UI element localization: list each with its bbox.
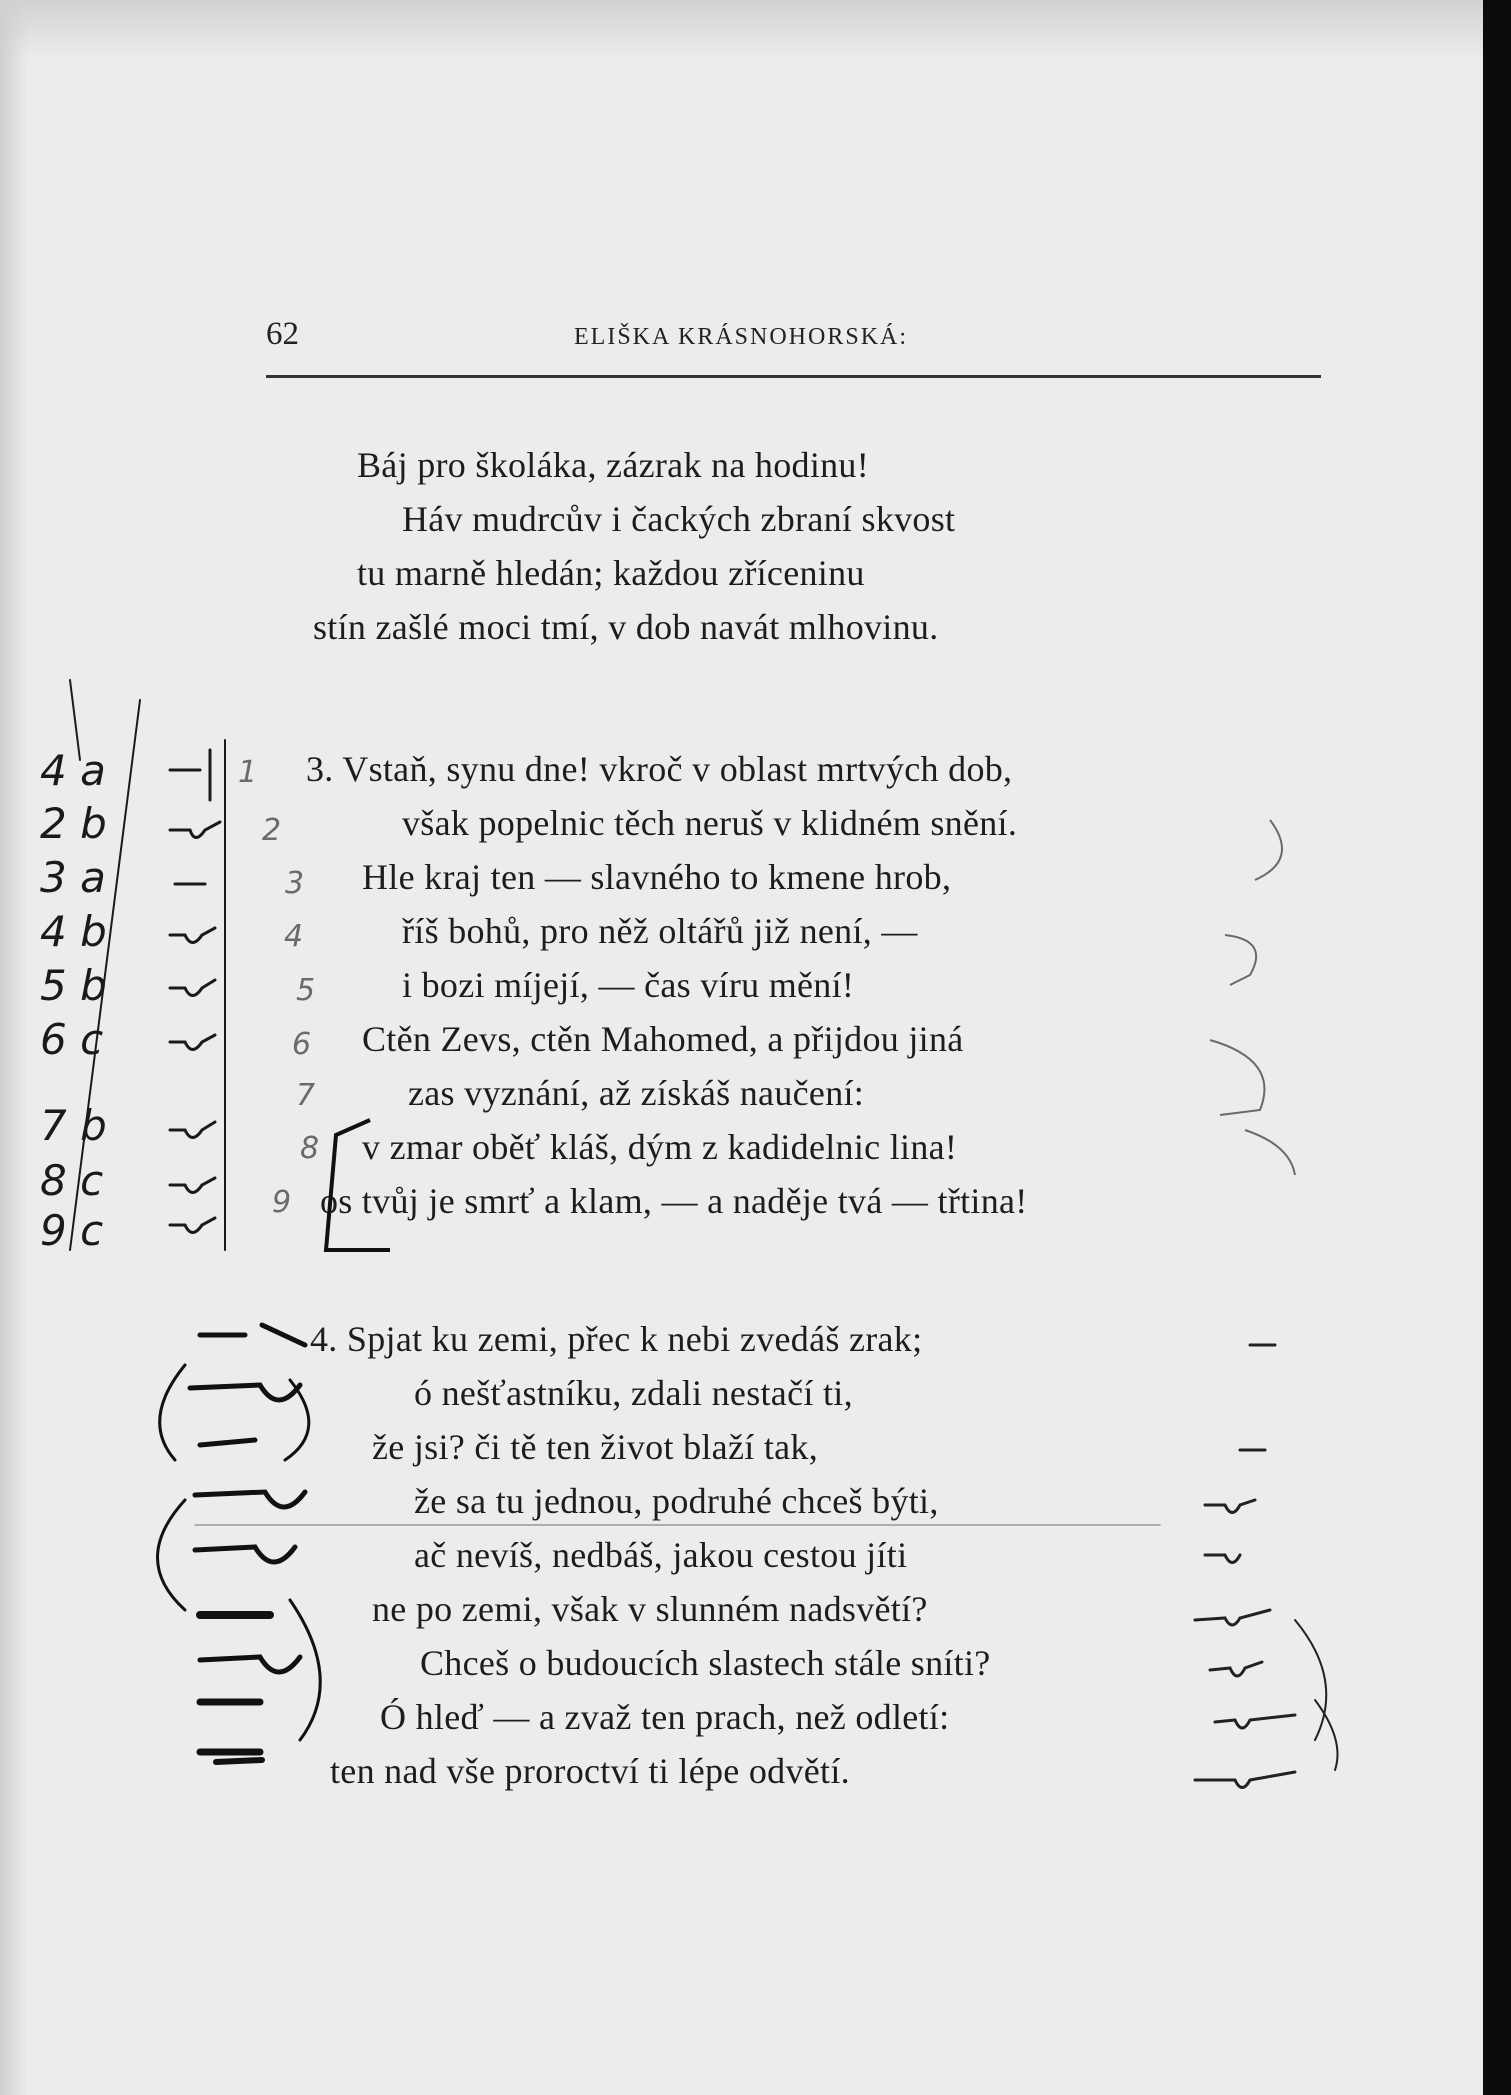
poem-line: ten nad vše proroctví ti lépe odvětí. (330, 1751, 850, 1791)
poem-line: ne po zemi, však v slunném nadsvětí? (372, 1589, 928, 1629)
stanza-number: 3. (306, 749, 334, 789)
svg-text:3: 3 (285, 866, 305, 901)
svg-text:4: 4 (284, 919, 304, 954)
margin-letter: 6 c (40, 1015, 104, 1064)
svg-text:2: 2 (262, 813, 282, 848)
poem-line: zas vyznání, až získáš naučení: (408, 1073, 865, 1113)
svg-text:9: 9 (272, 1185, 292, 1220)
poem-line: Báj pro školáka, zázrak na hodinu! (357, 445, 870, 485)
poem-line: že sa tu jednou, podruhé chceš býti, (414, 1481, 939, 1521)
scan-black-border (1483, 0, 1511, 2095)
page-header (266, 316, 1321, 356)
meter-marks-stanza-3 (70, 680, 225, 1250)
right-meter-marks-stanza-4 (1195, 1345, 1338, 1788)
right-margin-curves (1210, 820, 1295, 1175)
poem-line: Ó hleď — a zvaž ten prach, než odletí: (380, 1697, 950, 1737)
margin-letter: 2 b (40, 799, 107, 848)
margin-letter: 5 b (40, 961, 107, 1010)
poem-line: Hle kraj ten — slavného to kmene hrob, (362, 857, 952, 897)
poem-line-text: Vstaň, synu dne! vkroč v oblast mrtvých dob, (342, 749, 1013, 789)
scan-shadow-top (0, 0, 1511, 60)
margin-letter: 8 c (40, 1156, 104, 1205)
poem-line: ač nevíš, nedbáš, jakou cestou jíti (414, 1535, 908, 1575)
svg-text:7: 7 (296, 1078, 316, 1113)
poem-line: ó nešťastníku, zdali nestačí ti, (414, 1373, 853, 1413)
poem-line: Háv mudrcův i čackých zbraní skvost (402, 499, 956, 539)
poem-line: však popelnic těch neruš v klidném snění. (402, 803, 1018, 843)
svg-text:6: 6 (292, 1027, 312, 1062)
poem-line (306, 748, 1012, 790)
poem-line: tu marně hledán; každou zříceninu (357, 553, 865, 593)
poem-line: i bozi míjejí, — čas víru mění! (402, 965, 855, 1005)
header-rule (266, 375, 1321, 378)
poem-line: stín zašlé moci tmí, v dob navát mlhovinu. (313, 607, 939, 647)
poem-line: v zmar oběť kláš, dým z kadidelnic lina! (362, 1127, 958, 1167)
poem-line: os tvůj je smrť a klam, — a naděje tvá — třtina! (320, 1181, 1028, 1221)
poem-line: Ctěn Zevs, ctěn Mahomed, a přijdou jiná (362, 1019, 964, 1059)
margin-letter: 4 b (40, 907, 107, 956)
pencil-numerals (238, 755, 319, 1220)
margin-letter-column (40, 746, 107, 1255)
svg-text:8: 8 (300, 1131, 320, 1166)
page-number: 62 (266, 316, 299, 352)
poem-line: že jsi? či tě ten život blaží tak, (372, 1427, 819, 1467)
svg-text:1: 1 (238, 755, 258, 790)
margin-letter: 3 a (40, 853, 106, 902)
scan-shadow-left (0, 0, 28, 2095)
poem-line-text: Spjat ku zemi, přec k nebi zvedáš zrak; (346, 1319, 923, 1359)
poem-line: říš bohů, pro něž oltářů již není, — (402, 911, 918, 951)
stanza-number: 4. (310, 1319, 338, 1359)
poem-line (310, 1318, 922, 1360)
margin-letter: 4 a (40, 746, 106, 795)
running-title: ELIŠKA KRÁSNOHORSKÁ: (574, 324, 909, 350)
margin-letter: 7 b (40, 1101, 107, 1150)
margin-letter: 9 c (40, 1206, 104, 1255)
poem-line: Chceš o budoucích slastech stále sníti? (420, 1643, 991, 1683)
svg-text:5: 5 (296, 973, 316, 1008)
